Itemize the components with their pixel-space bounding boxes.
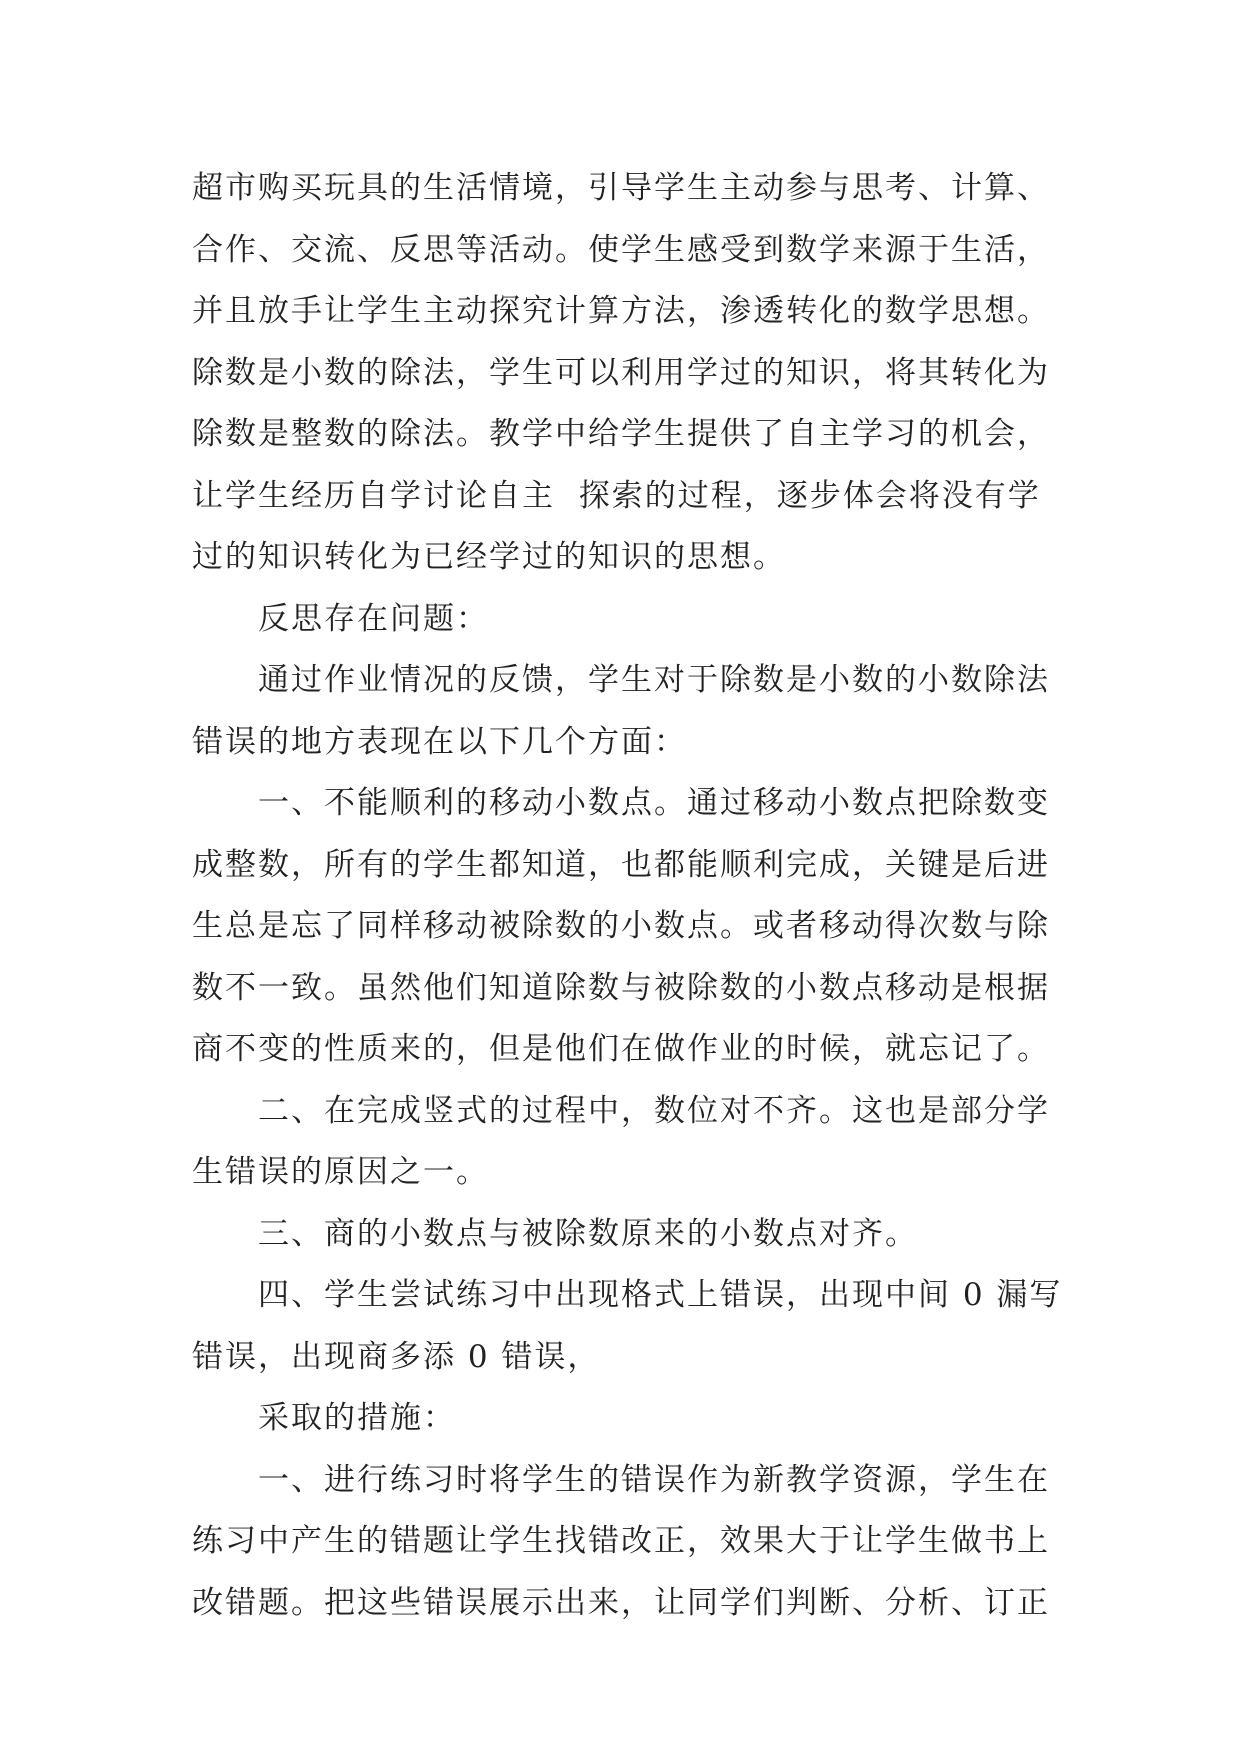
section-heading-problems: 反思存在问题：	[258, 600, 489, 637]
text-line-14: 数不一致。虽然他们知道除数与被除数的小数点移动是根据	[192, 969, 1050, 1006]
text-line-7: 过的知识转化为已经学过的知识的思想。	[192, 539, 786, 575]
text-line-2: 合作、交流、反思等活动。使学生感受到数学来源于生活，	[192, 231, 1050, 268]
text-line-10: 错误的地方表现在以下几个方面：	[192, 723, 687, 760]
text-line-6: 让学生经历自学讨论自主 探索的过程，逐步体会将没有学	[192, 477, 1041, 514]
list-item-1: 一、不能顺利的移动小数点。通过移动小数点把除数变	[258, 785, 1050, 821]
text-line-20: 错误，出现商多添 0 错误，	[192, 1338, 601, 1375]
text-line-9: 通过作业情况的反馈，学生对于除数是小数的小数除法	[258, 662, 1050, 698]
text-line-23: 练习中产生的错题让学生找错改正，效果大于让学生做书上	[192, 1523, 1050, 1559]
text-line-17: 生错误的原因之一。	[192, 1154, 489, 1190]
text-line-1: 超市购买玩具的生活情境，引导学生主动参与思考、计算、	[192, 170, 1050, 206]
measure-item-1: 一、进行练习时将学生的错误作为新教学资源，学生在	[258, 1461, 1050, 1498]
list-item-2: 二、在完成竖式的过程中，数位对不齐。这也是部分学	[258, 1092, 1050, 1129]
body-text	[192, 158, 1092, 1634]
section-heading-measures: 采取的措施：	[258, 1400, 456, 1436]
text-line-3: 并且放手让学生主动探究计算方法，渗透转化的数学思想。	[192, 293, 1050, 329]
list-item-4: 四、学生尝试练习中出现格式上错误，出现中间 0 漏写	[258, 1277, 1063, 1313]
list-item-3: 三、商的小数点与被除数原来的小数点对齐。	[258, 1215, 918, 1252]
text-line-4: 除数是小数的除法，学生可以利用学过的知识，将其转化为	[192, 354, 1050, 391]
text-line-5: 除数是整数的除法。教学中给学生提供了自主学习的机会，	[192, 416, 1050, 452]
text-line-24: 改错题。把这些错误展示出来，让同学们判断、分析、订正	[192, 1584, 1050, 1621]
text-line-15: 商不变的性质来的，但是他们在做作业的时候，就忘记了。	[192, 1031, 1050, 1067]
text-line-12: 成整数，所有的学生都知道，也都能顺利完成，关键是后进	[192, 846, 1050, 883]
text-line-13: 生总是忘了同样移动被除数的小数点。或者移动得次数与除	[192, 908, 1050, 944]
